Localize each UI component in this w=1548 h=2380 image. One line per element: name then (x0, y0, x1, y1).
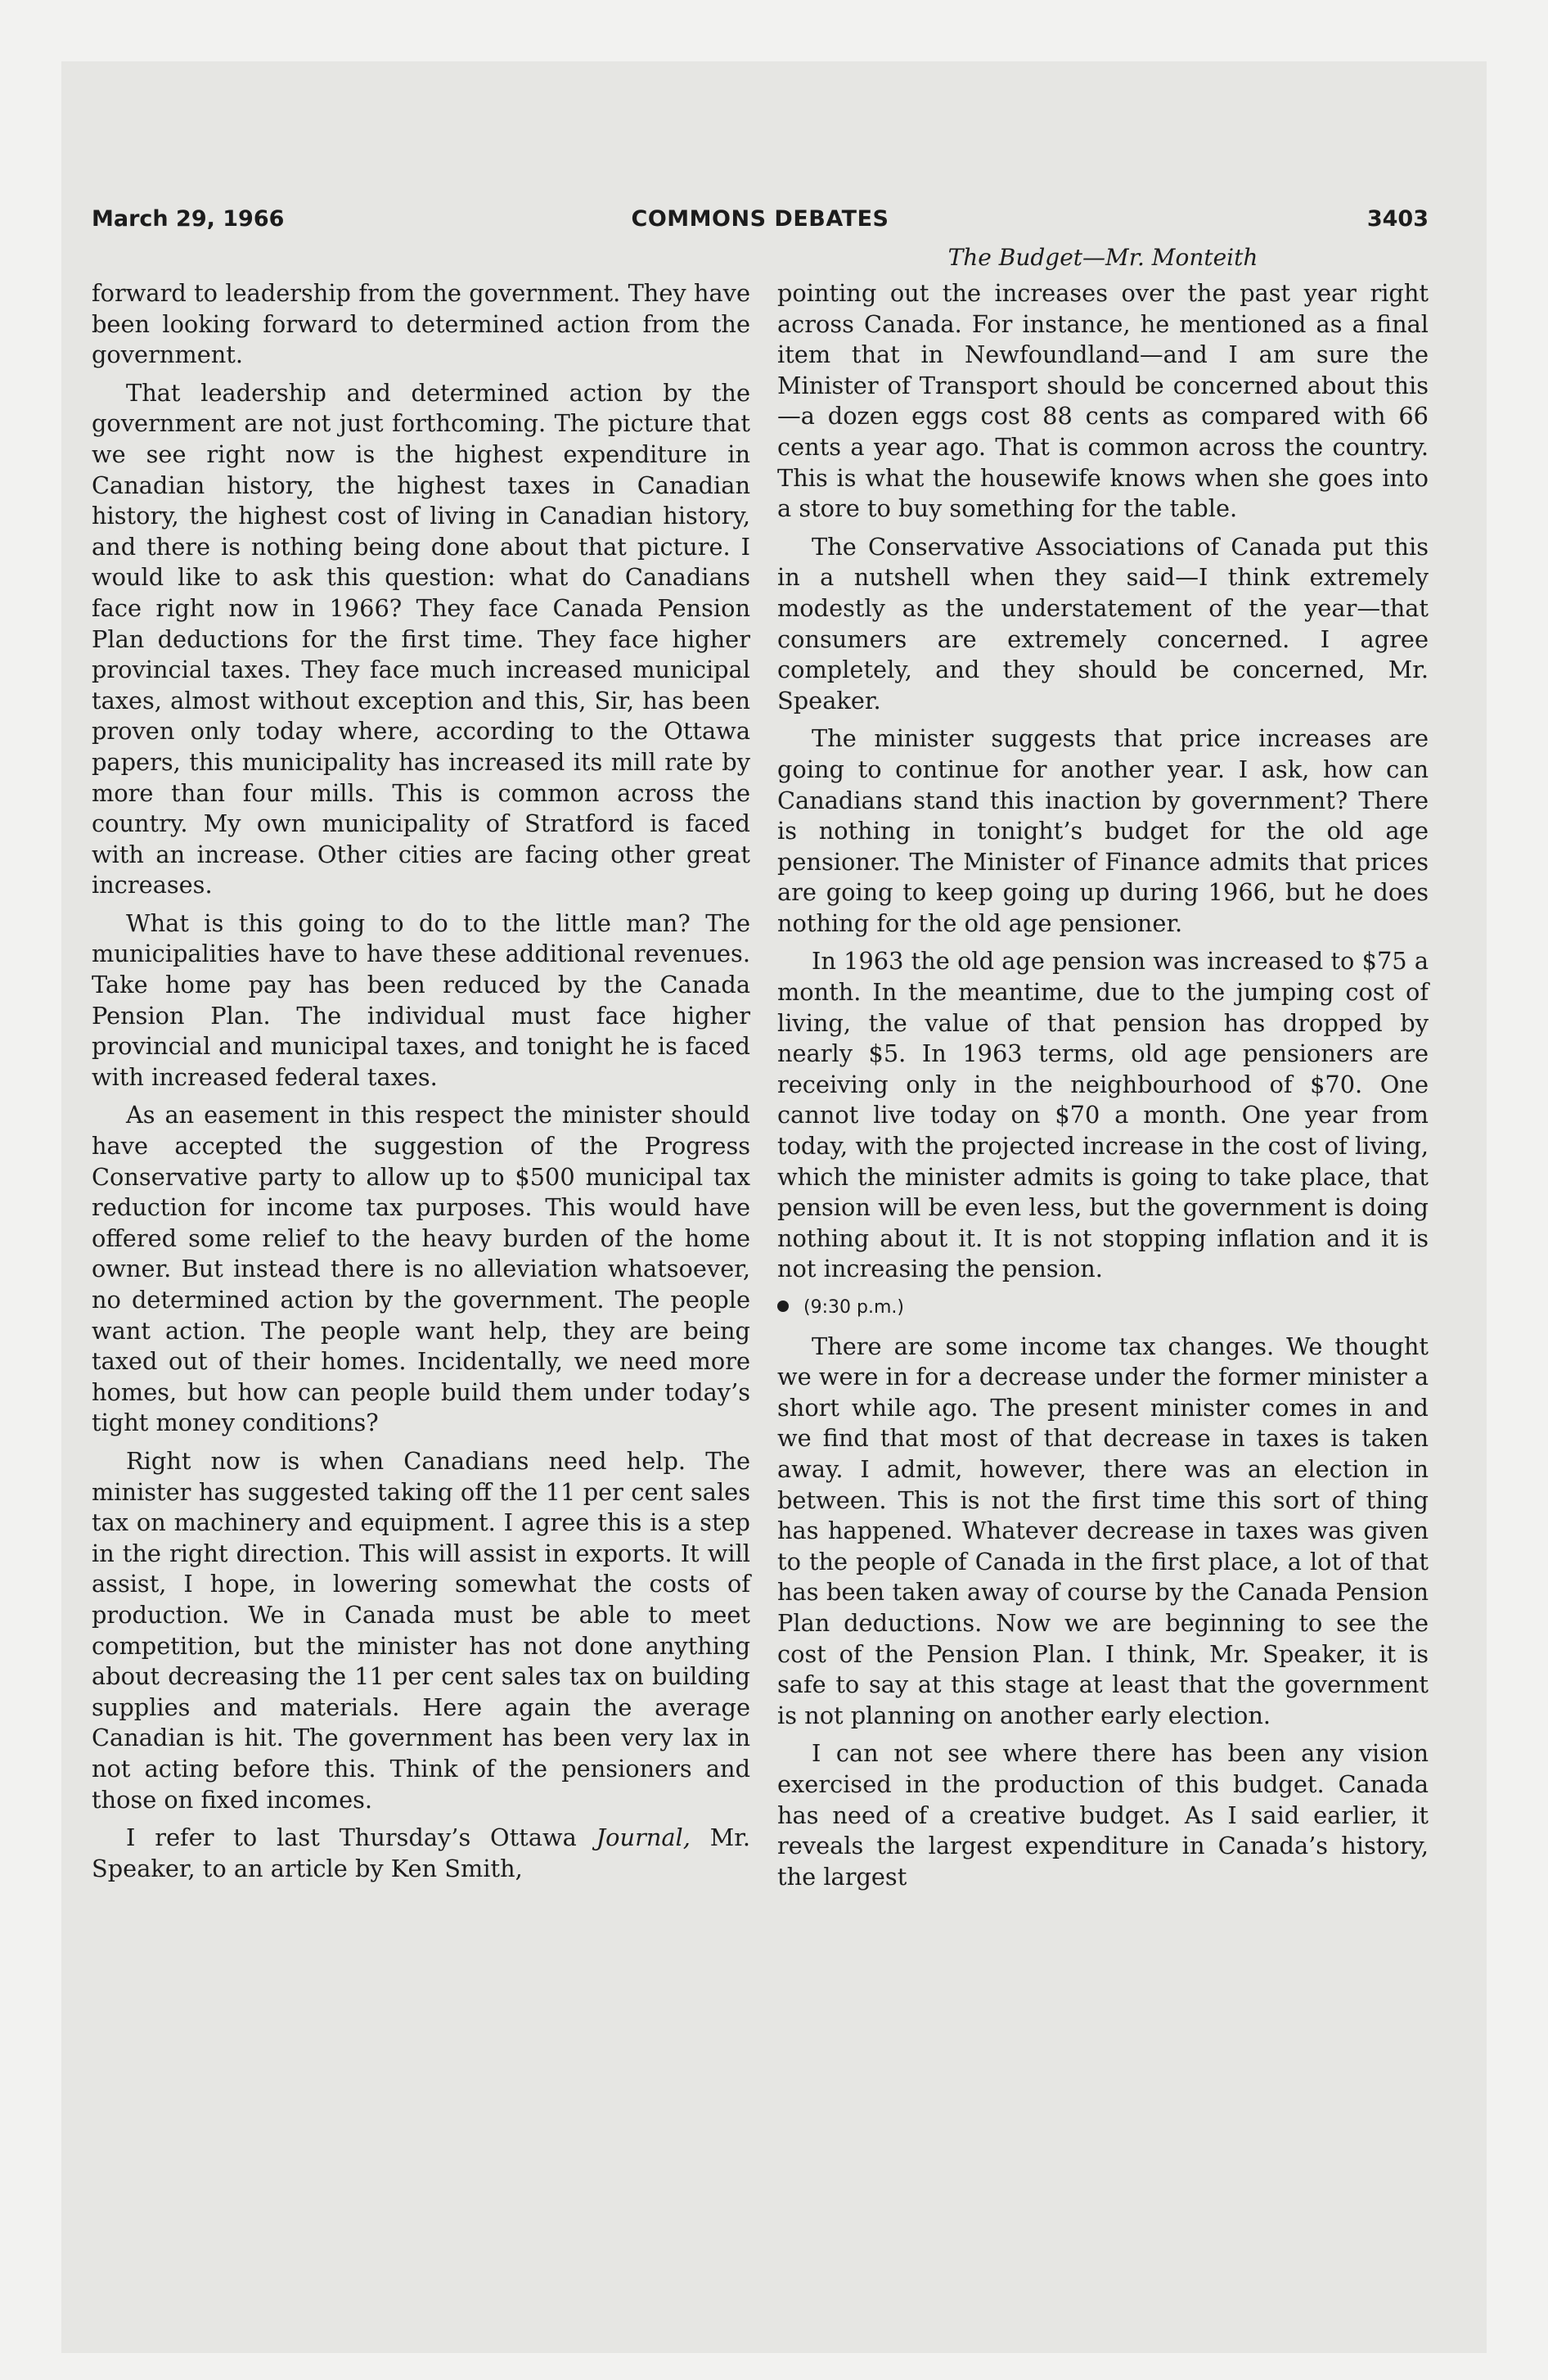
header-page-number: 3403 (1366, 206, 1429, 232)
paragraph: What is this going to do to the little man? The municipalities have to have these additional revenues. Take home pay has been reduced by the Canada Pension Plan. The individual must face higher provincial and municipal taxes, and tonight he is faced with increased federal taxes. (92, 908, 750, 1091)
paragraph: In 1963 the old age pension was increased to $75 a month. In the meantime, due to the jumping cost of living, the value of that pension has dropped by nearly $5. In 1963 terms, old age pensioners are receiving only in the neighbourhood of $70. One cannot live today on $70 a month. One year from today, with the projected increase in the cost of living, which the minister admits is going to take place, that pension will be even less, but the government is doing nothing about it. It is not stopping inflation and it is not increasing the pension. (777, 947, 1429, 1283)
paragraph: I can not see where there has been any vision exercised in the production of this budget. Canada has need of a creative budget. As I said earlier, it reveals the largest expenditure in Canada’s history, the largest (777, 1739, 1429, 1891)
header-date: March 29, 1966 (92, 206, 285, 232)
timestamp-text: (9:30 p.m.) (803, 1297, 904, 1318)
paragraph: The Conservative Associations of Canada put this in a nutshell when they said—I think extremely modestly as the understatement of the year—that consumers are extremely concerned. I agree completely, and they should be concerned, Mr. Speaker. (777, 532, 1429, 714)
paragraph: pointing out the increases over the past year right across Canada. For instance, he mentioned as a final item that in Newfoundland—and I am sure the Minister of Transport should be concerned about this—a dozen eggs cost 88 cents as compared with 66 cents a year ago. That is common across the country. This is what the housewife knows when she goes into a store to buy something for the table. (777, 279, 1429, 523)
right-column (777, 278, 1429, 1900)
paragraph: That leadership and determined action by the government are not just forthcoming. The picture that we see right now is the highest expenditure in Canadian history, the highest taxes in Canadian history, the highest cost of living in Canadian history, and there is nothing being done about that picture. I would like to ask this question: what do Canadians face right now in 1966? They face Canada Pension Plan deductions for the first time. They face higher provincial taxes. They face much increased municipal taxes, almost without exception and this, Sir, has been proven only today where, according to the Ottawa papers, this municipality has increased its mill rate by more than four mills. This is common across the country. My own municipality of Stratford is faced with an increase. Other cities are facing other great increases. (92, 378, 750, 899)
paragraph: As an easement in this respect the minister should have accepted the suggestion of the Progress Conservative party to allow up to $500 municipal tax reduction for income tax purposes. This would have offered some relief to the heavy burden of the home owner. But instead there is no alleviation whatsoever, no determined action by the government. The people want action. The people want help, they are being taxed out of their homes. Incidentally, we need more homes, but how can people build them under today’s tight money conditions? (92, 1101, 750, 1437)
left-column (92, 278, 750, 1891)
paragraph: Right now is when Canadians need help. The minister has suggested taking off the 11 per cent sales tax on machinery and equipment. I agree this is a step in the right direction. This will assist in exports. It will assist, I hope, in lowering somewhat the costs of production. We in Canada must be able to meet competition, but the minister has not done anything about decreasing the 11 per cent sales tax on building supplies and materials. Here again the average Canadian is hit. The government has been very lax in not acting before this. Think of the pensioners and those on fixed incomes. (92, 1446, 750, 1814)
text-run: Mr. Speaker, to an article by Ken Smith, (92, 1823, 750, 1882)
paragraph: There are some income tax changes. We thought we were in for a decrease under the former minister a short while ago. The present minister comes in and we find that most of that decrease in taxes is taken away. I admit, however, there was an election in between. This is not the first time this sort of thing has happened. Whatever decrease in taxes was given to the people of Canada in the first place, a lot of that has been taken away of course by the Canada Pension Plan deductions. Now we are beginning to see the cost of the Pension Plan. I think, Mr. Speaker, it is safe to say at this stage at least that the government is not planning on another early election. (777, 1332, 1429, 1729)
paragraph: forward to leadership from the government. They have been looking forward to determined action from the government. (92, 279, 750, 369)
timestamp (777, 1292, 1429, 1323)
bullet-icon (777, 1300, 789, 1312)
paragraph-journal-reference (92, 1823, 750, 1884)
text-run: I refer to last Thursday’s Ottawa (126, 1823, 596, 1852)
running-head: The Budget—Mr. Monteith (947, 244, 1258, 271)
page-header (92, 206, 1429, 242)
paragraph: The minister suggests that price increases are going to continue for another year. I ask, how can Canadians stand this inaction by government? There is nothing in tonight’s budget for the old age pensioner. The Minister of Finance admits that prices are going to keep going up during 1966, but he does nothing for the old age pensioner. (777, 724, 1429, 937)
header-title: COMMONS DEBATES (631, 206, 889, 232)
newspaper-title: Journal, (596, 1823, 691, 1852)
